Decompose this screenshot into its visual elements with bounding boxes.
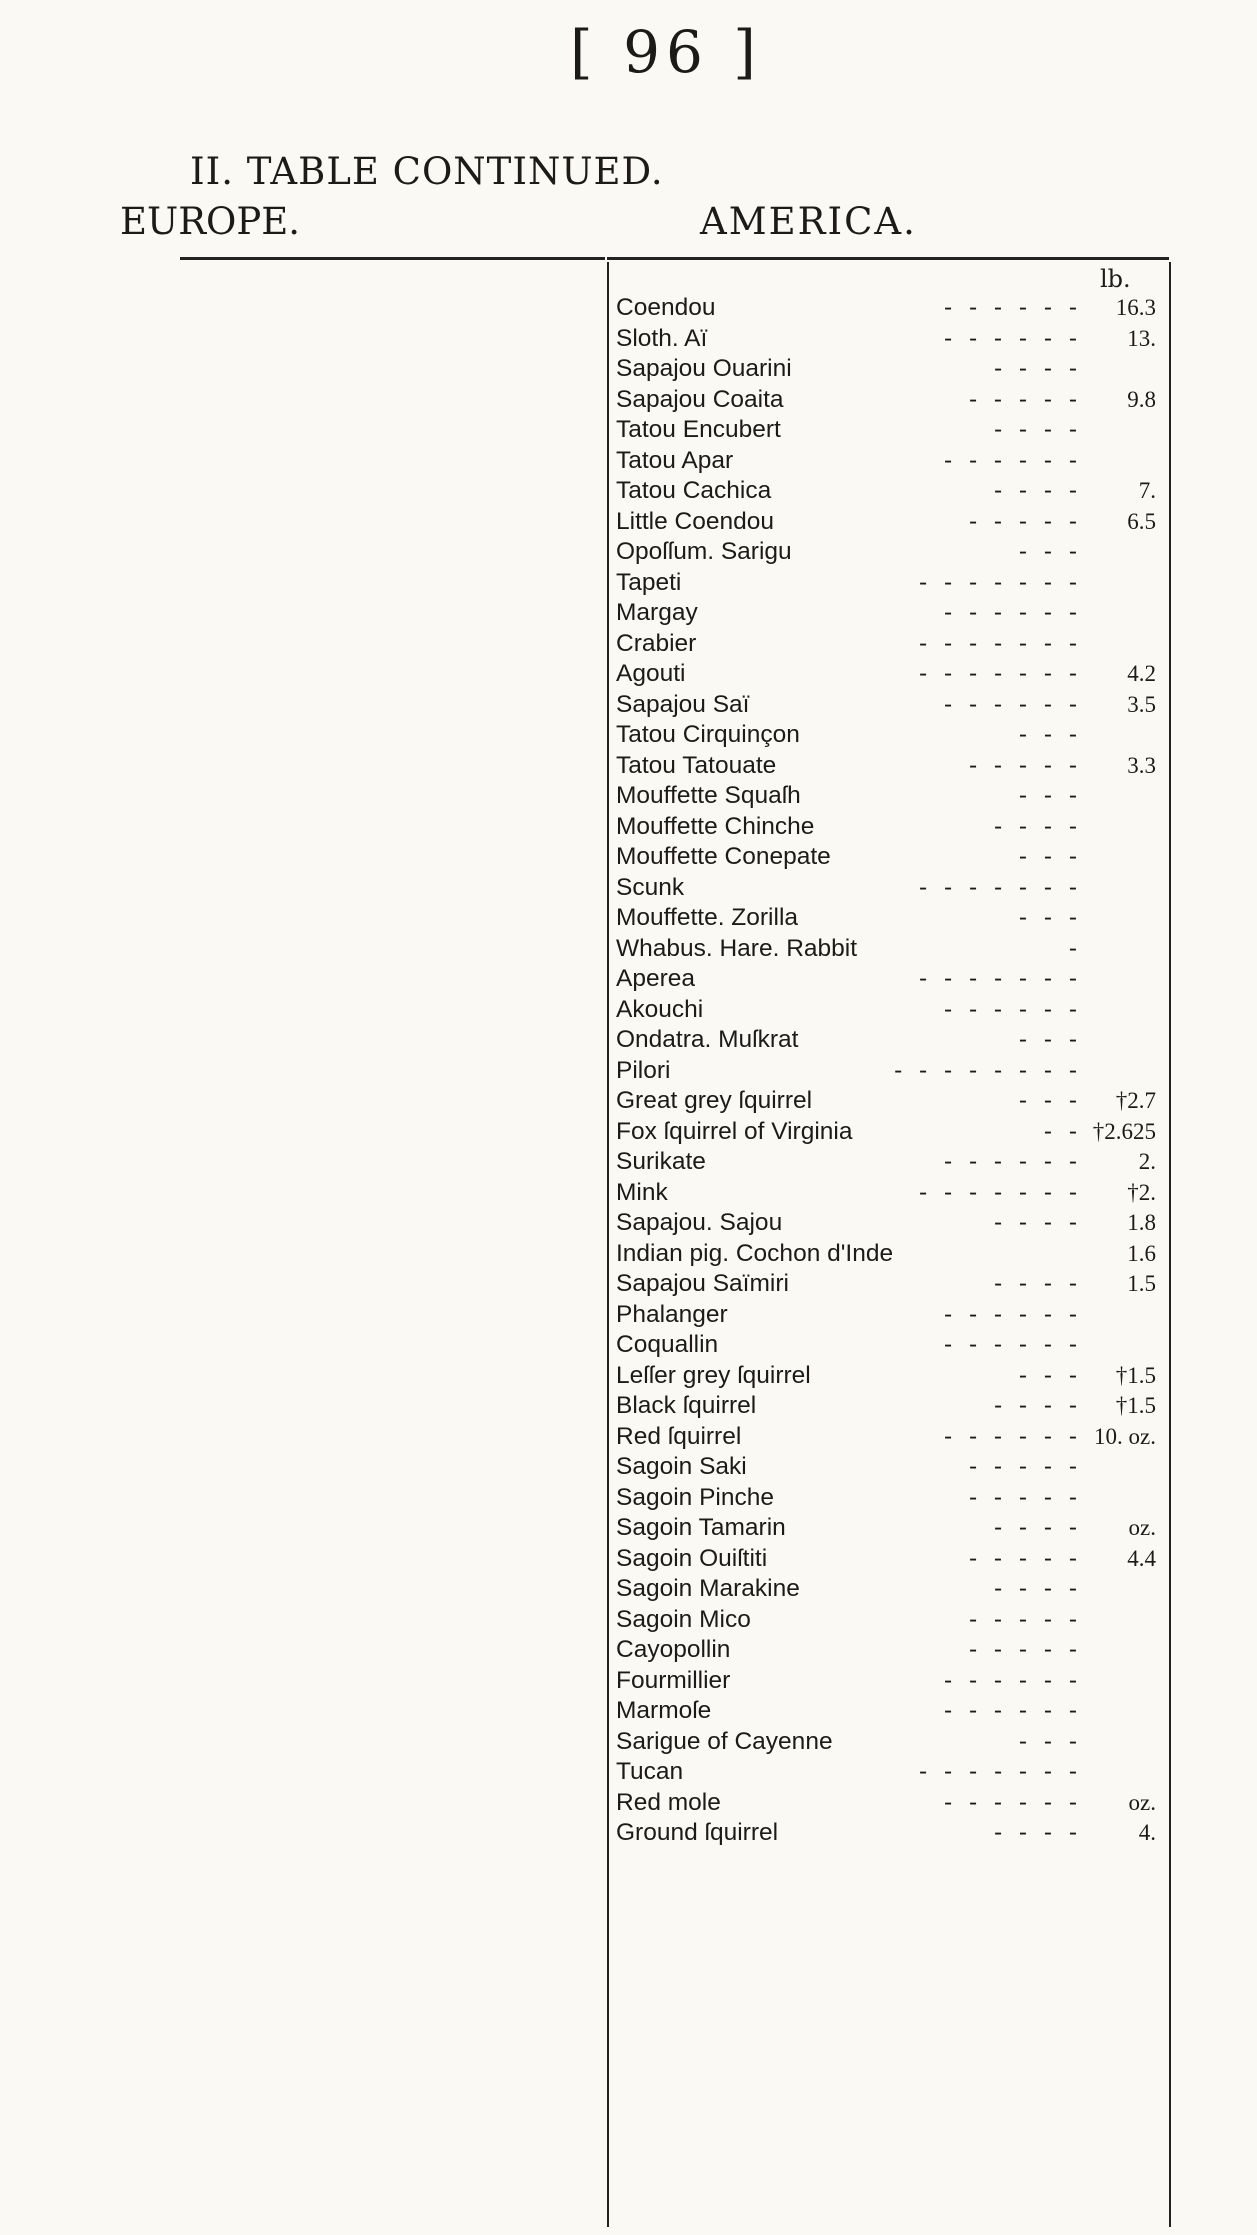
leader-dashes: - - - [1018,538,1082,565]
leader-dashes: - - - - - - [944,294,1082,321]
table-row [616,1117,1162,1148]
leader-dashes: - - - - [993,1270,1082,1297]
animal-name: Tapeti [616,568,682,596]
animal-name: Tatou Cachica [616,477,772,504]
column-divider-left [607,262,609,2227]
table-row [616,1025,1162,1056]
weight-value: 10. oz. [1094,1423,1156,1449]
animal-name: Tatou Apar [616,446,734,474]
table-row [616,1788,1162,1819]
leader-dashes: - - - - - - [944,1697,1082,1724]
leader-dashes: - - - - [993,477,1082,504]
leader-dashes: - - - - - [968,751,1082,779]
animal-name: Opoſſum. Sarigu [616,538,792,565]
animal-name: Mouffette. Zorilla [616,904,799,931]
leader-dashes: - - - [1018,904,1082,931]
animal-name: Little Coendou [616,507,775,535]
table-row [616,1666,1162,1697]
animal-name: Fourmillier [616,1666,731,1694]
table-row [616,1300,1162,1331]
leader-dashes: - - - - - - - [919,660,1082,687]
animal-name: Surikate [616,1148,706,1175]
leader-dashes: - [1068,934,1082,962]
table-row [616,873,1162,904]
animal-name: Mouffette Conepate [616,843,831,870]
table-row [616,1544,1162,1575]
weight-value: †2.7 [1115,1088,1156,1113]
leader-dashes: - - - - - - [944,690,1082,718]
leader-dashes: - - - - - - [944,1300,1082,1328]
leader-dashes: - - - - - - [944,324,1082,352]
animal-name: Pilori [616,1056,671,1084]
leader-dashes: - - - - - - - [919,965,1082,992]
leader-dashes: - - - - - - - [919,629,1082,657]
table-row [616,1635,1162,1666]
leader-dashes: - - - - [993,355,1082,382]
table-row [616,415,1162,446]
weight-value: 4.4 [1127,1545,1156,1571]
table-row [616,842,1162,873]
leader-dashes: - - - - [993,1819,1082,1846]
animal-name: Fox ſquirrel of Virginia [616,1117,853,1145]
table-row [616,1483,1162,1514]
leader-dashes: - - - - - - [944,446,1082,474]
table-row [616,720,1162,751]
animal-name: Red mole [616,1788,721,1816]
weight-value: 2. [1138,1149,1156,1174]
weight-value: 1.8 [1127,1210,1156,1235]
leader-dashes: - - - - - - - - [894,1056,1082,1084]
table-row [616,934,1162,965]
animal-name: Sagoin Ouiſtiti [616,1544,768,1572]
leader-dashes: - - - [1018,1026,1082,1053]
table-row [616,1452,1162,1483]
table-row [616,1757,1162,1788]
table-row [616,537,1162,568]
leader-dashes: - - - - [993,1575,1082,1602]
animal-name: Margay [616,599,698,626]
leader-dashes: - - - - - - [944,1331,1082,1358]
animal-name: Indian pig. Cochon d'Inde [616,1239,894,1267]
leader-dashes: - - - - [993,416,1082,443]
table-row [616,781,1162,812]
weight-value: 3.5 [1127,691,1156,717]
leader-dashes: - - - - - - [944,1422,1082,1450]
animal-name: Sagoin Pinche [616,1483,775,1511]
table-row [616,1391,1162,1422]
column-heading-europe: EUROPE. [120,200,301,243]
weight-value: 7. [1138,478,1156,503]
table-row [616,1147,1162,1178]
table-row [616,1422,1162,1453]
table-row [616,476,1162,507]
animal-name: Mink [616,1178,668,1206]
leader-dashes: - - - [1018,1727,1082,1755]
animal-name: Sapajou Ouarini [616,355,792,382]
weight-value: oz. [1128,1789,1156,1815]
table-row [616,1696,1162,1727]
weight-value: 13. [1127,325,1156,351]
animal-name: Leſſer grey ſquirrel [616,1361,811,1389]
animal-name: Sapajou Coaita [616,385,784,413]
leader-dashes: - - - [1018,782,1082,809]
table-row [616,1605,1162,1636]
animal-name: Aperea [616,965,696,992]
weight-value: 3.3 [1127,752,1156,778]
animal-name: Tucan [616,1758,684,1785]
america-entries [616,293,1162,1849]
animal-name: Black ſquirrel [616,1392,757,1419]
animal-name: Sagoin Mico [616,1605,751,1633]
animal-name: Tatou Encubert [616,416,781,443]
table-row [616,1178,1162,1209]
weight-value: †1.5 [1115,1362,1156,1388]
animal-name: Sarigue of Cayenne [616,1727,833,1755]
weight-value: 16.3 [1115,295,1156,320]
leader-dashes: - - - - - [968,507,1082,535]
leader-dashes: - - - - - - [944,1788,1082,1816]
animal-name: Ondatra. Muſkrat [616,1026,799,1053]
weight-value: †1.5 [1115,1393,1156,1418]
leader-dashes: - - - - - [968,1544,1082,1572]
animal-name: Sagoin Marakine [616,1575,800,1602]
leader-dashes: - - - [1018,843,1082,870]
animal-name: Coendou [616,294,716,321]
table-row [616,1086,1162,1117]
animal-name: Whabus. Hare. Rabbit [616,934,858,962]
table-row [616,598,1162,629]
table-row [616,1513,1162,1544]
table-row [616,812,1162,843]
table-row [616,903,1162,934]
weight-value: †2. [1127,1179,1156,1205]
table-row [616,1269,1162,1300]
table-heading: II. TABLE CONTINUED. [190,150,664,193]
animal-name: Sapajou Saïmiri [616,1270,789,1297]
animal-name: Marmoſe [616,1697,712,1724]
table-row [616,1239,1162,1270]
leader-dashes: - - - - [993,1209,1082,1236]
animal-name: Great grey ſquirrel [616,1087,813,1114]
animal-name: Sapajou. Sajou [616,1209,783,1236]
table-row [616,446,1162,477]
leader-dashes: - - - - - - [944,599,1082,626]
leader-dashes: - - - - - - - [919,1178,1082,1206]
leader-dashes: - - [1043,1117,1082,1145]
weight-value: 1.6 [1127,1240,1156,1266]
unit-label: lb. [1100,265,1131,293]
weight-value: 6.5 [1127,508,1156,534]
leader-dashes: - - - - - - - [919,1758,1082,1785]
leader-dashes: - - - - - - [944,995,1082,1023]
animal-name: Phalanger [616,1300,728,1328]
leader-dashes: - - - - - - - [919,568,1082,596]
animal-name: Sapajou Saï [616,690,750,718]
column-divider-right [1169,262,1171,2227]
leader-dashes: - - - [1018,1087,1082,1114]
table-row [616,659,1162,690]
animal-name: Sagoin Tamarin [616,1514,786,1541]
table-row [616,1574,1162,1605]
table-row [616,293,1162,324]
animal-name: Crabier [616,629,697,657]
table-row [616,385,1162,416]
header-rule-left [180,257,605,260]
weight-value: 4.2 [1127,661,1156,686]
leader-dashes: - - - - - - - [919,873,1082,901]
animal-name: Mouffette Chinche [616,812,815,840]
table-row [616,507,1162,538]
column-heading-america: AMERICA. [700,200,917,243]
leader-dashes: - - - - - [968,1636,1082,1663]
table-row [616,354,1162,385]
leader-dashes: - - - - - - [944,1666,1082,1694]
table-row [616,1727,1162,1758]
table-row [616,751,1162,782]
weight-value: oz. [1128,1515,1156,1540]
animal-name: Coquallin [616,1331,719,1358]
table-row [616,568,1162,599]
leader-dashes: - - - - - [968,1605,1082,1633]
leader-dashes: - - - - [993,1392,1082,1419]
animal-name: Sagoin Saki [616,1453,747,1480]
animal-name: Red ſquirrel [616,1422,742,1450]
table-row [616,995,1162,1026]
weight-value: †2.625 [1092,1118,1156,1144]
weight-value: 1.5 [1127,1271,1156,1296]
weight-value: 9.8 [1127,386,1156,412]
animal-name: Tatou Tatouate [616,751,777,779]
leader-dashes: - - - - - - [944,1148,1082,1175]
animal-name: Agouti [616,660,686,687]
table-row [616,1056,1162,1087]
leader-dashes: - - - - - [968,1483,1082,1511]
leader-dashes: - - - - [993,1514,1082,1541]
leader-dashes: - - - - - [968,385,1082,413]
table-row [616,1208,1162,1239]
header-rule-right [607,257,1169,260]
table-row [616,629,1162,660]
animal-name: Tatou Cirquinçon [616,721,800,748]
animal-name: Akouchi [616,995,704,1023]
animal-name: Cayopollin [616,1636,731,1663]
animal-name: Scunk [616,873,685,901]
page-number: [ 96 ] [570,18,762,86]
leader-dashes: - - - - [993,812,1082,840]
table-row [616,690,1162,721]
table-row [616,964,1162,995]
animal-name: Sloth. Aï [616,324,708,352]
leader-dashes: - - - [1018,721,1082,748]
animal-name: Ground ſquirrel [616,1819,779,1846]
table-row [616,1330,1162,1361]
leader-dashes: - - - - - [968,1453,1082,1480]
table-row [616,324,1162,355]
leader-dashes: - - - [1018,1361,1082,1389]
weight-value: 4. [1138,1820,1156,1845]
table-row [616,1361,1162,1392]
animal-name: Mouffette Squaſh [616,782,801,809]
table-row [616,1818,1162,1849]
